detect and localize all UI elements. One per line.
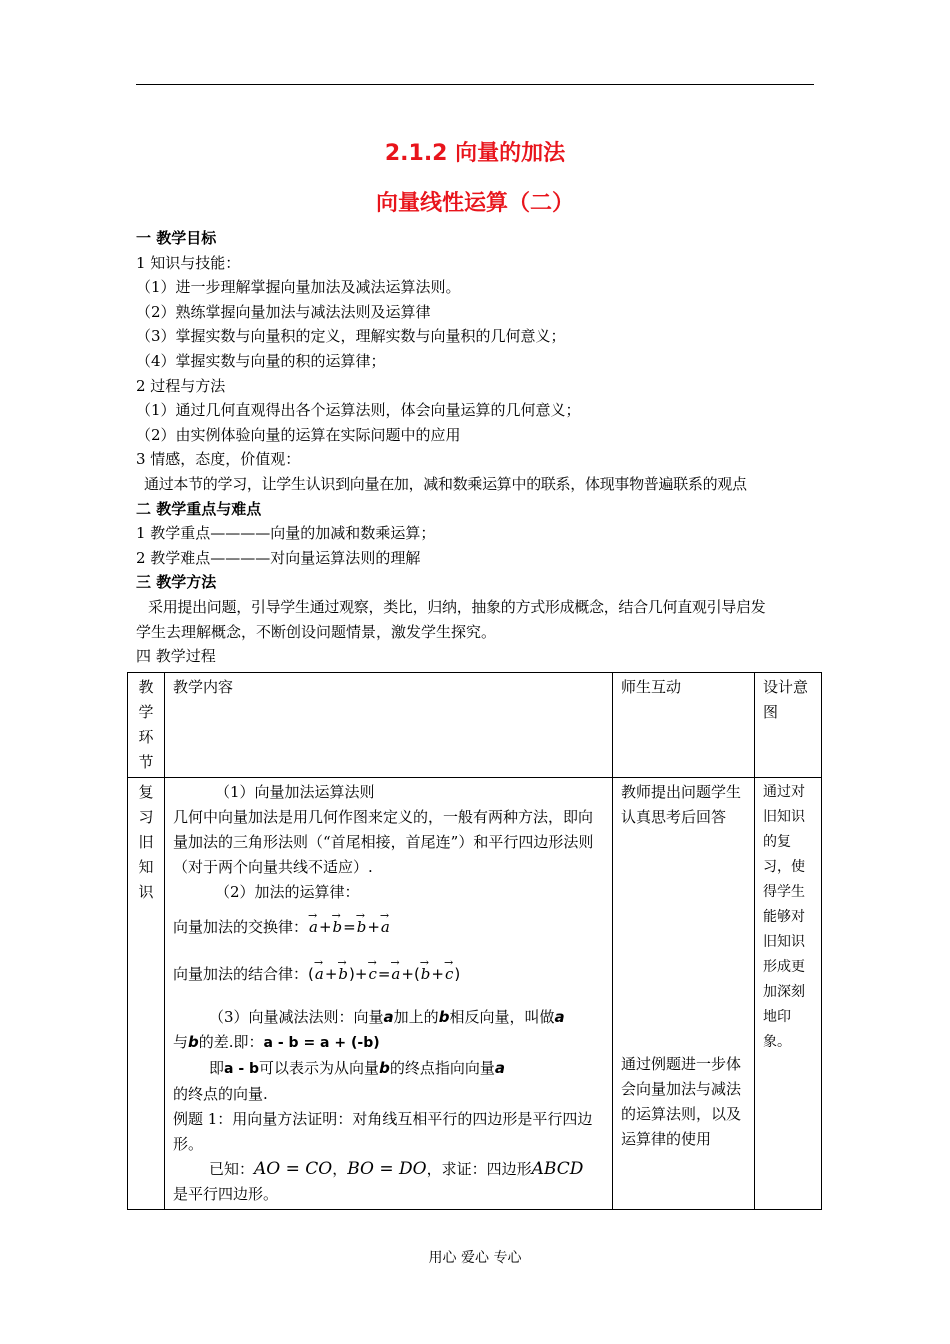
objective-subheading-1: 1 知识与技能： [136, 253, 241, 272]
header-intent: 设计意图 [755, 673, 822, 778]
commutative-law: 向量加法的交换律：→ a+→ b=→ b+→ a [173, 915, 604, 940]
table-row [128, 778, 822, 1210]
example-given-cont: 是平行四边形。 [173, 1185, 279, 1203]
objective-item: （1）通过几何直观得出各个运算法则，体会向量运算的几何意义； [136, 401, 581, 420]
commutative-formula: → a+→ b=→ b+→ a [308, 918, 391, 936]
page-title: 2.1.2 向量的加法 [384, 141, 566, 166]
section-heading-method: 三 教学方法 [136, 573, 217, 592]
header-rule [136, 84, 814, 85]
rule-text: 几何中向量加法是用几何作图来定义的，一般有两种方法，即向量加法的三角形法则（“首尾相接，首尾连”）和平行四边形法则（对于两个向量共线不适应）. [173, 808, 594, 876]
table-header-row [128, 673, 822, 778]
interaction-text-1: 教师提出问题学生认真思考后回答 [621, 783, 742, 826]
document-body [136, 226, 816, 669]
header-interaction: 师生互动 [613, 673, 755, 778]
method-text: 采用提出问题，引导学生通过观察，类比，归纳，抽象的方式形成概念，结合几何直观引导启发 [148, 597, 766, 616]
objective-item: （2）由实例体验向量的运算在实际问题中的应用 [136, 425, 461, 444]
focus-item: 1 教学重点————向量的加减和数乘运算； [136, 524, 436, 543]
header-stage: 教学环节 [128, 673, 165, 778]
objective-text: 通过本节的学习，让学生认识到向量在加，减和数乘运算中的联系，体现事物普遍联系的观点 [144, 474, 747, 493]
objective-item: （3）掌握实数与向量积的定义，理解实数与向量积的几何意义； [136, 327, 566, 346]
associative-law: 向量加法的结合律：(→ a+→ b)+→ c=→ a+(→ b+→ c) [173, 962, 604, 987]
content-cell [165, 778, 613, 1210]
objective-subheading-3: 3 情感，态度，价值观： [136, 450, 301, 469]
rule-heading: （1）向量加法运算法则 [215, 783, 375, 801]
section-heading-focus: 二 教学重点与难点 [136, 499, 262, 518]
objective-subheading-2: 2 过程与方法 [136, 376, 226, 395]
intent-cell: 通过对旧知识的复习，使得学生能够对旧知识形成更加深刻地印象。 [755, 778, 822, 1210]
example-given: 已知：AO = CO，BO = DO，求证：四边形ABCD [209, 1159, 584, 1179]
difference-text: 即a - b可以表示为从向量b的终点指向向量a [209, 1059, 505, 1077]
interaction-text-2: 通过例题进一步体会向量加法与减法的运算法则，以及运算律的使用 [621, 1055, 742, 1148]
associative-formula: (→ a+→ b)+→ c=→ a+(→ b+→ c) [308, 965, 460, 983]
page-footer: 用心 爱心 专心 [428, 1250, 522, 1266]
method-text: 学生去理解概念，不断创设问题情景，激发学生探究。 [136, 622, 497, 641]
section-heading-process: 四 教学过程 [136, 647, 216, 666]
objective-item: （1）进一步理解掌握向量加法及减法运算法则。 [136, 278, 461, 297]
stage-cell: 复习旧知识 [128, 778, 165, 1210]
interaction-cell [613, 778, 755, 1210]
section-heading-objectives: 一 教学目标 [136, 229, 217, 247]
subtraction-rule: （3）向量减法法则：向量a加上的b相反向量，叫做a [209, 1008, 565, 1026]
objective-item: （4）掌握实数与向量的积的运算律； [136, 351, 386, 370]
subtraction-rule-cont: 与b的差.即：a - b = a + (-b) [173, 1033, 380, 1051]
header-content: 教学内容 [165, 673, 613, 778]
law-heading: （2）加法的运算律： [215, 883, 360, 901]
page-subtitle: 向量线性运算（二） [375, 191, 574, 216]
example-1: 例题 1：用向量方法证明：对角线互相平行的四边形是平行四边形。 [173, 1110, 593, 1153]
subtraction-formula: a - b = a + (-b) [263, 1035, 380, 1051]
difference-text-cont: 的终点的向量. [173, 1085, 268, 1103]
objective-item: （2）熟练掌握向量加法与减法法则及运算律 [136, 302, 431, 321]
focus-item: 2 教学难点————对向量运算法则的理解 [136, 548, 421, 567]
teaching-process-table [127, 672, 822, 1210]
